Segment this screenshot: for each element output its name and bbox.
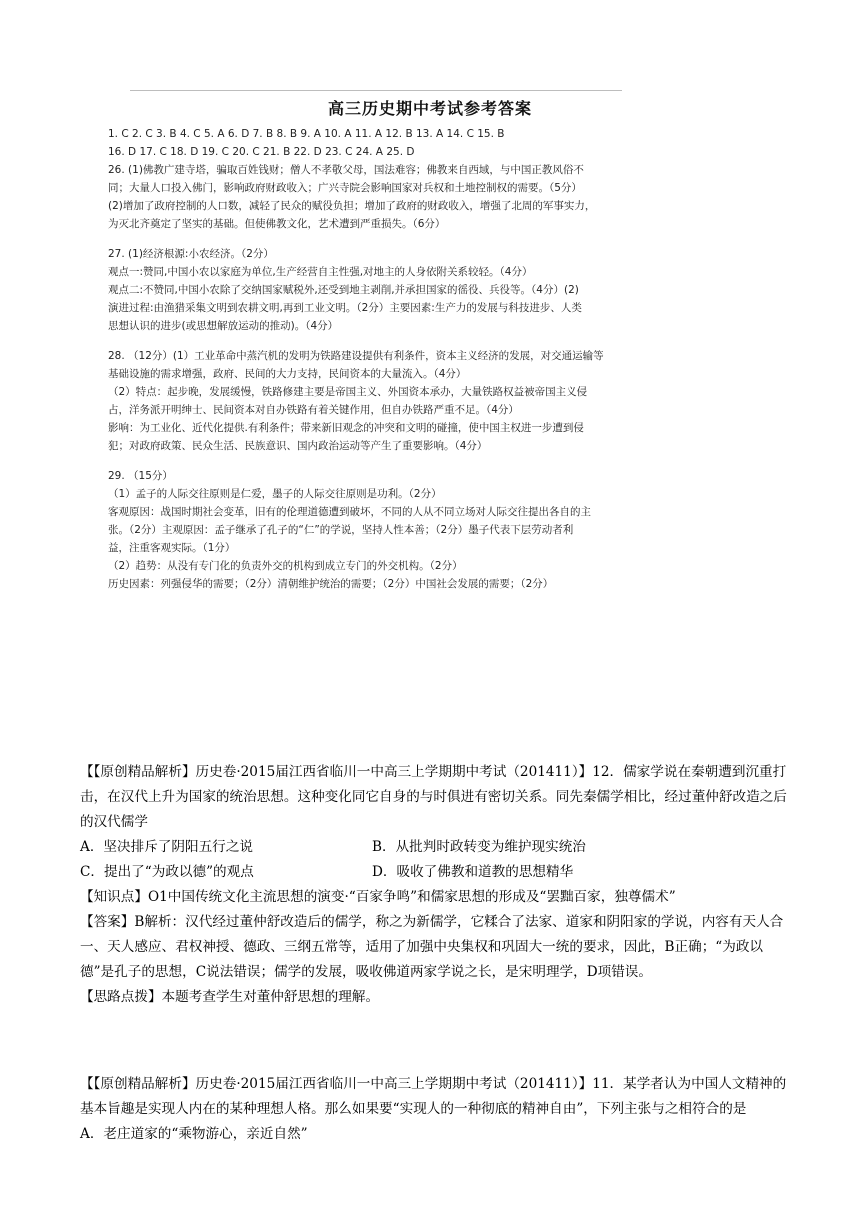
knowledge-point: 【知识点】O1中国传统文化主流思想的演变·“百家争鸣”和儒家思想的形成及“罢黜百家，独尊儒术” [80,889,676,905]
option-row [80,860,792,885]
answer-spacer [108,455,668,467]
option-d: D．吸收了佛教和道教的思想精华 [372,864,574,880]
answer-spacer [108,335,668,347]
answer-line: 影响：为工业化、近代化提供.有利条件；带来新旧观念的冲突和文明的碰撞，使中国主权进一步遭到侵 [108,422,584,434]
answer-line: 16. D 17. C 18. D 19. C 20. C 21. B 22. D 23. C 24. A 25. D [108,146,415,158]
answer-line: 26. (1)佛教广建寺塔，骗取百姓钱财；僧人不孝敬父母，国法难容；佛教来自西域，与中国正教风俗不 [108,164,584,176]
answer-line: 占，洋务派开明绅士、民间资本对自办铁路有着关键作用，但自办铁路严重不足。（4分） [108,404,519,416]
answer-line: （1）孟子的人际交往原则是仁爱，墨子的人际交往原则是功利。（2分） [108,488,442,500]
question-stem: 【【原创精品解析】历史卷·2015届江西省临川一中高三上学期期中考试（201411）】12．儒家学说在秦朝遭到沉重打击，在汉代上升为国家的统治思想。这种变化同它自身的与时俱进有密切关系。同先秦儒学相比，经过董仲舒改造之后的汉代儒学 [80,764,787,830]
answer-line: 历史因素：列强侵华的需要；（2分）清朝维护统治的需要；（2分）中国社会发展的需要；（2分） [108,578,554,590]
question-stem: 【【原创精品解析】历史卷·2015届江西省临川一中高三上学期期中考试（201411）】11．某学者认为中国人文精神的基本旨趣是实现人内在的某种理想人格。那么如果要“实现人的一种彻底的精神自由”，下列主张与之相符合的是 [80,1076,787,1117]
option-a: A．坚决排斥了阴阳五行之说 [80,839,253,855]
answer-analysis: 【答案】B解析：汉代经过董仲舒改造后的儒学，称之为新儒学，它糅合了法家、道家和阴阳家的学说，内容有天人合一、天人感应、君权神授、德政、三纲五常等，适用了加强中央集权和巩固大一统的要求，因此，B正确；“为政以德”是孔子的思想，C说法错误；儒学的发展，吸收佛道两家学说之长，是宋明理学，D项错误。 [80,914,784,980]
option-a: A．老庄道家的“乘物游心，亲近自然” [80,1126,308,1142]
answer-line: 演进过程:由渔猎采集文明到农耕文明,再到工业文明。（2分）主要因素:生产力的发展与科技进步、人类 [108,302,582,314]
answer-line: 客观原因：战国时期社会变革，旧有的伦理道德遭到破坏，不同的人从不同立场对人际交往提出各自的主 [108,506,591,518]
answer-spacer [108,233,668,245]
option-c: C．提出了“为政以德”的观点 [80,864,254,880]
page-title: 高三历史期中考试参考答案 [327,99,532,118]
answer-line: （2）趋势：从没有专门化的负责外交的机构到成立专门的外交机构。（2分） [108,560,463,572]
answer-line: (2)增加了政府控制的人口数，减轻了民众的赋役负担；增加了政府的财政收入，增强了北周的军事实力， [108,200,596,212]
answer-line: 观点二:不赞同,中国小农除了交纳国家赋税外,还受到地主剥削,并承担国家的徭役、兵役等。（4分）(2) [108,284,579,296]
answer-line: 基础设施的需求增强，政府、民间的大力支持，民间资本的大量流入。（4分） [108,368,467,380]
answer-line: （2）特点：起步晚，发展缓慢，铁路修建主要是帝国主义、外国资本承办，大量铁路权益被帝国主义侵 [108,386,588,398]
option-row [80,835,792,860]
answer-line: 犯；对政府政策、民众生活、民族意识、国内政治运动等产生了重要影响。（4分） [108,440,488,452]
answer-line: 张。（2分）主观原因：孟子继承了孔子的“仁”的学说，坚持人性本善；（2分）墨子代表下层劳动者利 [108,524,574,536]
question-11 [80,1072,792,1147]
header-rule [130,90,622,91]
answer-key [108,125,668,593]
answer-line: 益，注重客观实际。（1分） [108,542,236,554]
answer-line: 27. (1)经济根源:小农经济。（2分） [108,248,274,260]
answer-line: 29. （15分） [108,470,173,482]
answer-line: 观点一:赞同,中国小农以家庭为单位,生产经营自主性强,对地主的人身依附关系较轻。（4分） [108,266,533,278]
answer-line: 为灭北齐奠定了坚实的基础。但使佛教文化，艺术遭到严重损失。（6分） [108,218,446,230]
answer-line: 思想认识的进步(或思想解放运动的推动)。（4分） [108,320,339,332]
solution-hint: 【思路点拨】本题考查学生对董仲舒思想的理解。 [80,989,380,1005]
question-12 [80,760,792,1010]
answer-line: 28. （12分）(1）工业革命中蒸汽机的发明为铁路建设提供有利条件，资本主义经济的发展，对交通运输等 [108,350,604,362]
answer-line: 1. C 2. C 3. B 4. C 5. A 6. D 7. B 8. B 9. A 10. A 11. A 12. B 13. A 14. C 15. B [108,128,505,140]
option-b: B．从批判时政转变为维护现实统治 [372,839,586,855]
answer-line: 同；大量人口投入佛门，影响政府财政收入；广兴寺院会影响国家对兵权和土地控制权的需要。（5分） [108,182,582,194]
